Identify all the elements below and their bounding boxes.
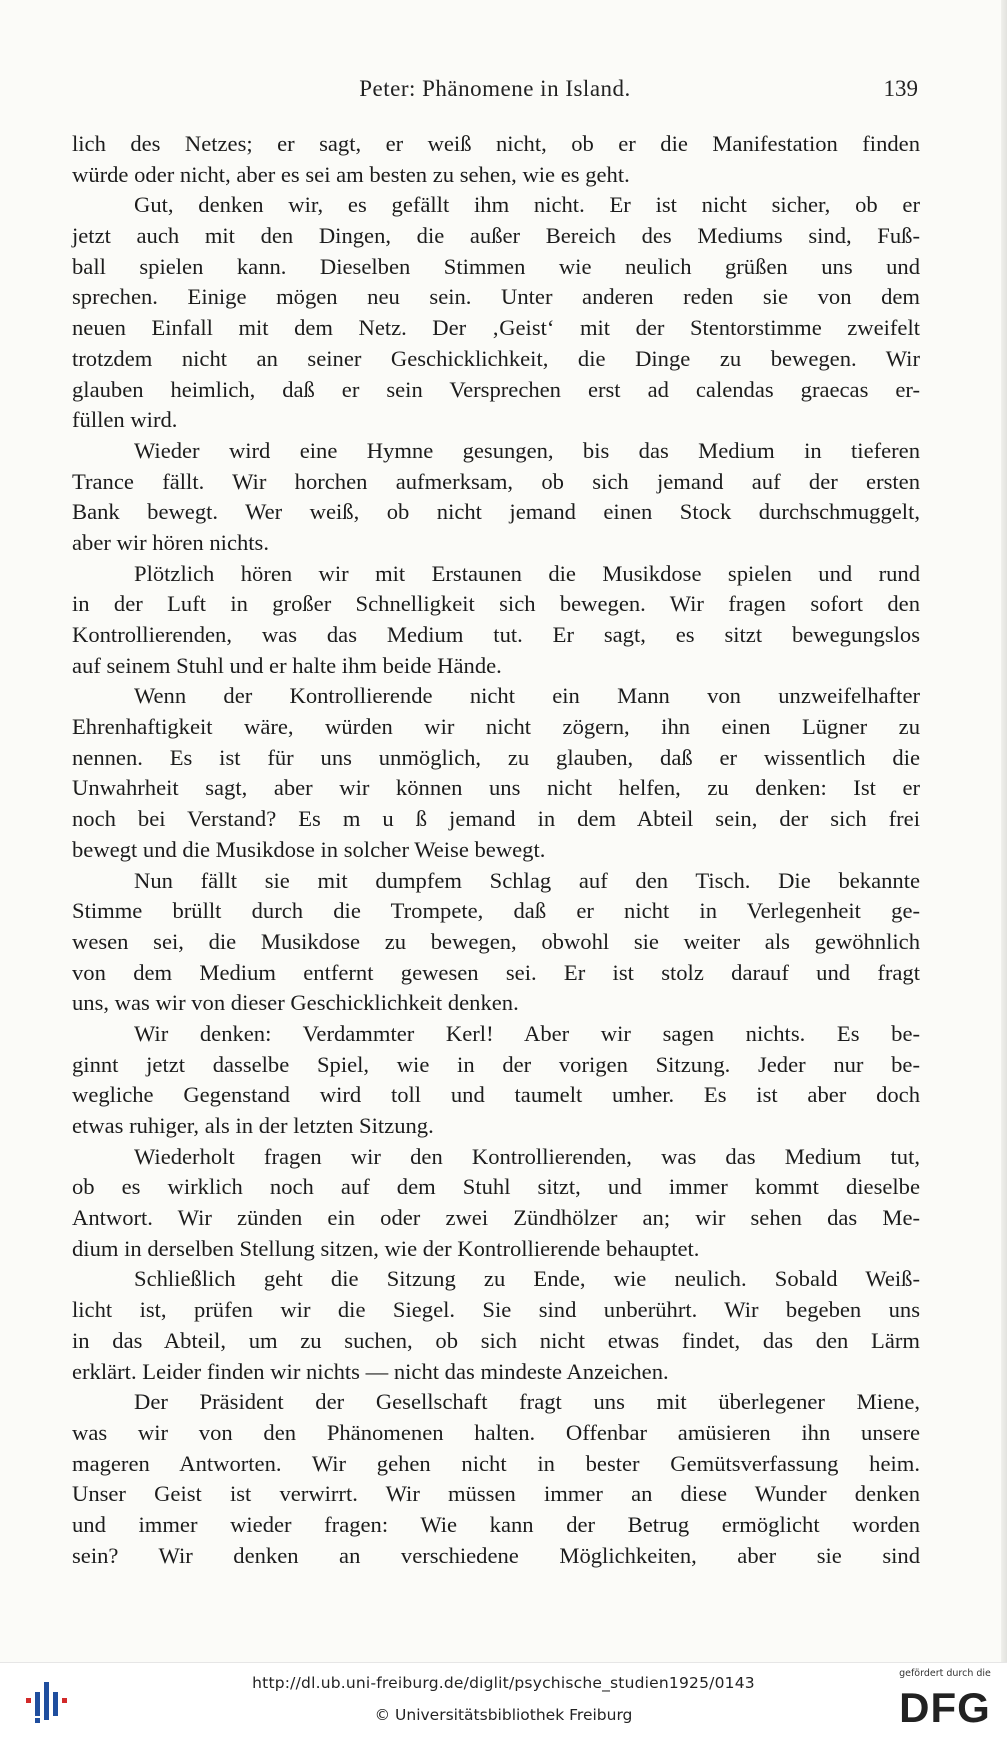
text-line: erklärt. Leider finden wir nichts — nicht das mindeste Anzeichen. [72,1358,669,1384]
text-line: in der Luft in großer Schnelligkeit sich bewegen. Wir fragen sofort den [72,591,920,617]
copyright-notice: © Universitätsbibliothek Freiburg [374,1706,633,1724]
text-line: Unwahrheit sagt, aber wir können uns nicht helfen, zu denken: Ist er [72,775,920,801]
text-line: Ehrenhaftigkeit wäre, würden wir nicht zögern, ihn einen Lügner zu [72,714,920,740]
text-line: noch bei Verstand? Es m u ß jemand in dem Abteil sein, der sich frei [72,806,920,832]
text-line: Der Präsident der Gesellschaft fragt uns mit überlegener Miene, [134,1389,920,1415]
text-line: glauben heimlich, daß er sein Versprechen erst ad calendas graecas er- [72,376,920,402]
text-line: ginnt jetzt dasselbe Spiel, wie in der vorigen Sitzung. Jeder nur be- [72,1051,920,1077]
text-line: Bank bewegt. Wer weiß, ob nicht jemand einen Stock durchschmuggelt, [72,499,920,525]
text-line: Wenn der Kontrollierende nicht ein Mann von unzweifelhafter [134,683,920,709]
text-line: von dem Medium entfernt gewesen sei. Er ist stolz darauf und fragt [72,959,920,985]
text-line: Wir denken: Verdammter Kerl! Aber wir sagen nichts. Es be- [134,1020,920,1046]
text-line: was wir von den Phänomenen halten. Offenbar amüsieren ihn unsere [72,1419,920,1445]
text-line: Stimme brüllt durch die Trompete, daß er nicht in Verlegenheit ge- [72,898,920,924]
text-line: etwas ruhiger, als in der letzten Sitzung. [72,1113,434,1138]
svg-text:DFG: DFG [899,1684,991,1730]
dfg-logo-icon [897,1682,993,1730]
text-line: Unser Geist ist verwirrt. Wir müssen immer an diese Wunder denken [72,1481,920,1507]
permalink-url[interactable]: http://dl.ub.uni-freiburg.de/diglit/psychische_studien1925/0143 [252,1674,755,1692]
page-number: 139 [883,76,918,101]
viewer-footer [0,1662,1007,1738]
text-line: licht ist, prüfen wir die Siegel. Sie sind unberührt. Wir begeben uns [72,1297,920,1323]
dfg-sponsor [891,1668,999,1732]
text-line: ball spielen kann. Dieselben Stimmen wie neulich grüßen uns und [72,253,920,279]
text-line: füllen wird. [72,407,178,433]
text-line: Kontrollierenden, was das Medium tut. Er sagt, es sitzt bewegungslos [72,622,920,647]
text-line: Antwort. Wir zünden ein oder zwei Zündhölzer an; wir sehen das Me- [72,1205,920,1231]
text-line: Nun fällt sie mit dumpfem Schlag auf den Tisch. Die bekannte [134,867,920,893]
text-line: Gut, denken wir, es gefällt ihm nicht. Er ist nicht sicher, ob er [134,192,920,218]
text-line: auf seinem Stuhl und er halte ihm beide Hände. [72,652,502,678]
text-line: nennen. Es ist für uns unmöglich, zu glauben, daß er wissentlich die [72,744,920,770]
text-line: in das Abteil, um zu suchen, ob sich nicht etwas findet, das den Lärm [72,1327,920,1353]
text-line: sein? Wir denken an verschiedene Möglichkeiten, aber sie sind [72,1542,920,1568]
body-text [72,129,920,1571]
dfg-caption: gefördert durch die [899,1668,991,1679]
text-line: Wieder wird eine Hymne gesungen, bis das Medium in tieferen [134,437,920,463]
page-edge-shadow [1001,0,1007,1662]
text-line: ob es wirklich noch auf dem Stuhl sitzt, und immer kommt dieselbe [72,1174,920,1200]
text-line: lich des Netzes; er sagt, er weiß nicht, ob er die Manifestation finden [72,131,920,156]
text-line: neuen Einfall mit dem Netz. Der ‚Geist‘ mit der Stentorstimme zweifelt [72,315,920,341]
text-line: dium in derselben Stellung sitzen, wie der Kontrollierende behauptet. [72,1235,700,1261]
footer-divider [0,1662,1007,1663]
text-line: Plötzlich hören wir mit Erstaunen die Musikdose spielen und rund [134,560,920,586]
text-line: uns, was wir von dieser Geschicklichkeit denken. [72,990,519,1016]
text-line: aber wir hören nichts. [72,529,270,555]
text-line: Trance fällt. Wir horchen aufmerksam, ob sich jemand auf der ersten [72,468,920,494]
text-line: Wiederholt fragen wir den Kontrollierenden, was das Medium tut, [134,1143,920,1169]
text-line: Schließlich geht die Sitzung zu Ende, wie neulich. Sobald Weiß- [134,1266,920,1292]
text-line: sprechen. Einige mögen neu sein. Unter anderen reden sie von dem [72,284,920,310]
running-title: Peter: Phänomene in Island. [359,76,631,101]
text-line: trotzdem nicht an seiner Geschicklichkeit, die Dinge zu bewegen. Wir [72,345,920,371]
text-line: mageren Antworten. Wir gehen nicht in bester Gemütsverfassung heim. [72,1450,920,1476]
text-line: und immer wieder fragen: Wie kann der Betrug ermöglicht worden [72,1511,920,1537]
text-line: wesen sei, die Musikdose zu bewegen, obwohl sie weiter als gewöhnlich [72,928,920,954]
text-line: würde oder nicht, aber es sei am besten zu sehen, wie es geht. [72,161,630,187]
running-head [72,76,918,110]
text-line: jetzt auch mit den Dingen, die außer Bereich des Mediums sind, Fuß- [72,223,920,249]
text-line: wegliche Gegenstand wird toll und taumelt umher. Es ist aber doch [72,1082,920,1108]
text-line: bewegt und die Musikdose in solcher Weise bewegt. [72,836,546,862]
